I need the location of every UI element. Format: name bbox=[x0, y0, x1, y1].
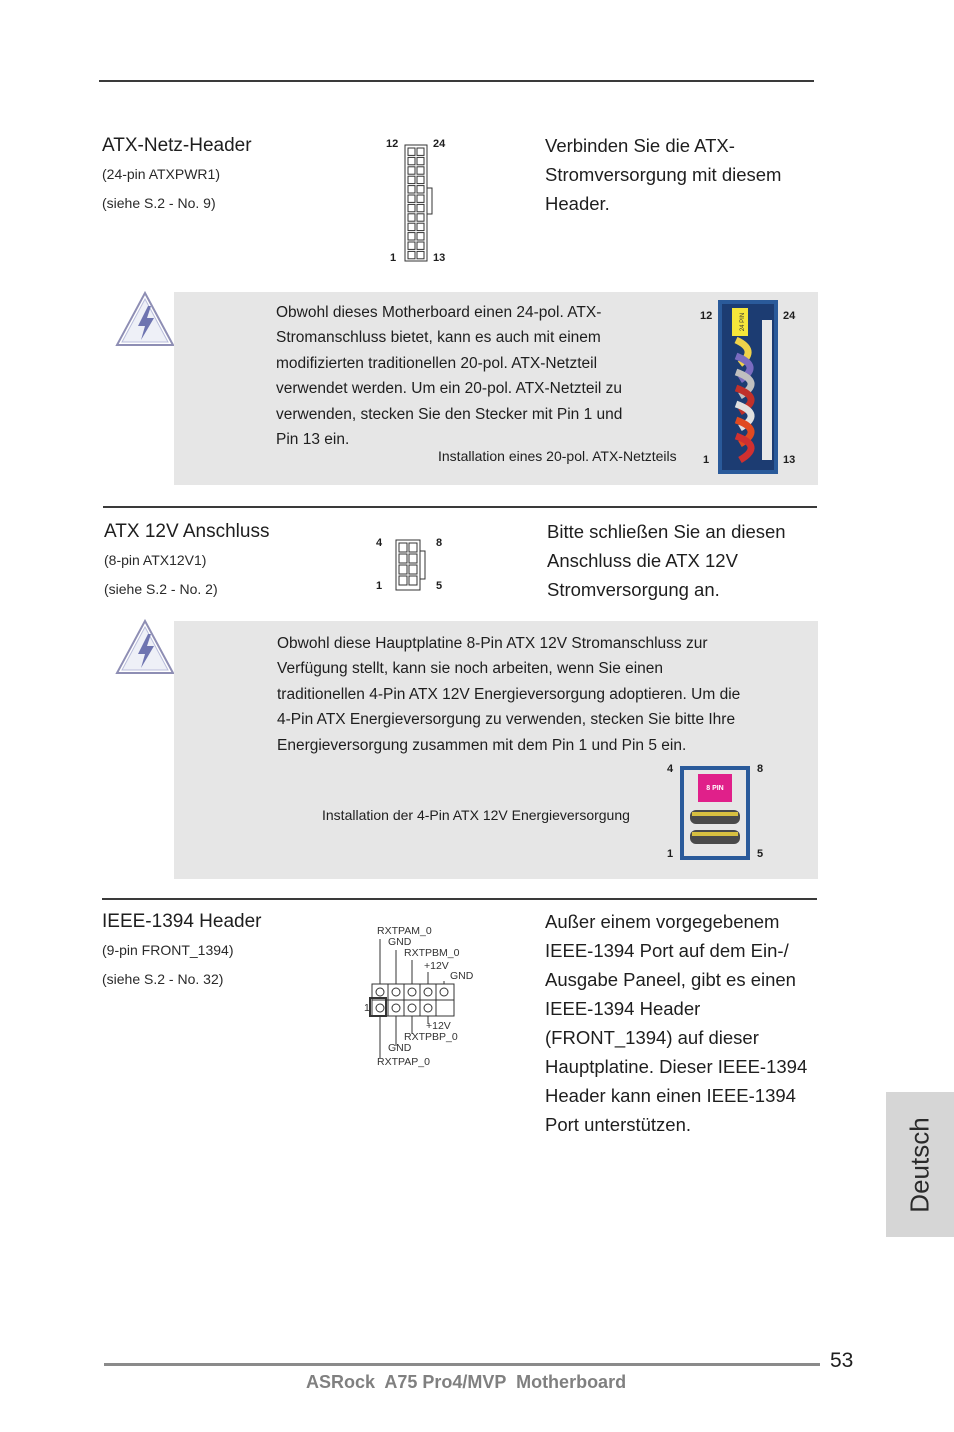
atx12v-photo-pin-4: 4 bbox=[667, 763, 674, 775]
top-rule bbox=[99, 80, 814, 82]
atx24-description: Verbinden Sie die ATX- Stromversorgung mit diesem Header. bbox=[545, 135, 782, 214]
connector-pin bbox=[408, 195, 415, 202]
connector-pin bbox=[409, 565, 417, 574]
connector-pin bbox=[408, 148, 415, 155]
atx24-photo-pin-13: 13 bbox=[783, 454, 796, 466]
atx24-title: ATX-Netz-Header bbox=[102, 135, 252, 156]
connector-pin bbox=[417, 204, 424, 211]
page-number: 53 bbox=[830, 1349, 854, 1372]
connector-pin bbox=[399, 543, 407, 552]
atx12v-photo-pin-5: 5 bbox=[757, 848, 764, 860]
ieee-sub2: (siehe S.2 - No. 32) bbox=[102, 971, 224, 987]
footer-title: ASRock A75 Pro4/MVP Motherboard bbox=[306, 1372, 627, 1392]
atx24-pin-24: 24 bbox=[433, 138, 446, 150]
connector-pin bbox=[409, 543, 417, 552]
connector-pin bbox=[417, 251, 424, 258]
atx24-photo-pin-12: 12 bbox=[700, 310, 713, 322]
connector-pin bbox=[408, 251, 415, 258]
atx12v-title: ATX 12V Anschluss bbox=[104, 521, 270, 542]
connector-pin bbox=[399, 576, 407, 585]
atx12v-photo-pin-8: 8 bbox=[757, 763, 764, 775]
connector-pin bbox=[409, 576, 417, 585]
ieee-signal-gnd-top: GND bbox=[388, 936, 412, 948]
atx24-pin-12: 12 bbox=[386, 138, 399, 150]
connector-pin bbox=[408, 223, 415, 230]
connector-pin bbox=[408, 157, 415, 164]
connector-pin bbox=[408, 167, 415, 174]
atx12v-photo-pin-1: 1 bbox=[667, 848, 674, 860]
atx12v-sub1: (8-pin ATX12V1) bbox=[104, 552, 207, 568]
connector-pin bbox=[417, 242, 424, 249]
ieee-signal-rxtpbm0: RXTPBM_0 bbox=[404, 947, 460, 959]
connector-pin bbox=[408, 176, 415, 183]
atx12v-description: Bitte schließen Sie an diesen Anschluss die ATX 12V Stromversorgung an. bbox=[547, 521, 786, 600]
atx24-pin-grid bbox=[404, 144, 436, 264]
atx12v-note: Obwohl diese Hauptplatine 8-Pin ATX 12V Stromanschluss zur Verfügung stellt, kann sie noch arbeiten, wenn Sie einen traditionellen 4-Pin ATX 12V Energieversorgung adoptieren. Um die 4-Pin ATX Energieversorgung zu verwenden, stecken Sie bitte Ihre Energieversorgung zusammen mit dem Pin 1 und Pin 5 ein. bbox=[277, 635, 741, 754]
connector-pin bbox=[417, 148, 424, 155]
atx12v-photo-graphic bbox=[680, 766, 750, 860]
atx12v-pin-8: 8 bbox=[436, 537, 443, 549]
connector-pin bbox=[417, 176, 424, 183]
connector-pin bbox=[417, 186, 424, 193]
connector-pin bbox=[417, 157, 424, 164]
ieee-pin-grid bbox=[362, 924, 482, 1074]
connector-pin bbox=[417, 167, 424, 174]
atx12v-photo-label: 8 PIN bbox=[706, 785, 724, 792]
atx24-install-photo bbox=[696, 298, 800, 476]
section-rule-ieee bbox=[102, 898, 817, 900]
atx24-sub1: (24-pin ATXPWR1) bbox=[102, 166, 220, 182]
connector-pin bbox=[399, 565, 407, 574]
connector-pin bbox=[408, 214, 415, 221]
ieee-title: IEEE-1394 Header bbox=[102, 911, 262, 932]
ieee-signal-12v-bottom: +12V bbox=[426, 1020, 451, 1032]
ieee-pin-1: 1 bbox=[364, 1002, 370, 1014]
connector-pin bbox=[409, 554, 417, 563]
ieee-signal-gnd-bottom: GND bbox=[388, 1042, 412, 1054]
atx12v-install-photo bbox=[664, 760, 774, 864]
atx12v-install-caption: Installation der 4-Pin ATX 12V Energieversorgung bbox=[322, 807, 630, 823]
atx24-photo-pin-1: 1 bbox=[703, 454, 710, 466]
connector-pin bbox=[417, 214, 424, 221]
ieee-pinout-diagram bbox=[362, 924, 482, 1074]
ieee-signal-rxtpap0: RXTPAP_0 bbox=[377, 1056, 430, 1068]
footer-rule bbox=[104, 1363, 820, 1366]
ieee-signal-12v-top: +12V bbox=[424, 960, 449, 972]
atx24-install-caption: Installation eines 20-pol. ATX-Netzteils bbox=[438, 448, 677, 464]
atx12v-connector-diagram bbox=[370, 534, 450, 596]
connector-pin bbox=[408, 186, 415, 193]
atx24-photo-graphic bbox=[718, 300, 778, 474]
connector-pin bbox=[408, 233, 415, 240]
atx24-photo-label: 24 PIN bbox=[740, 312, 746, 332]
atx24-pin-1: 1 bbox=[390, 252, 397, 264]
atx12v-sub2: (siehe S.2 - No. 2) bbox=[104, 581, 218, 597]
ieee-signal-rxtpam0: RXTPAM_0 bbox=[377, 925, 432, 937]
atx12v-pin-1: 1 bbox=[376, 580, 383, 592]
atx24-note: Obwohl dieses Motherboard einen 24-pol. ATX- Stromanschluss bietet, kann es auch mit einem modifizierten traditionellen 20-pol. ATX-Netzteil verwendet werden. Um ein 20-pol. ATX-Netzteil zu verwenden, stecken Sie den Stecker mit Pin 1 und Pin 13 ein. bbox=[276, 304, 623, 449]
connector-pin bbox=[417, 195, 424, 202]
connector-pin bbox=[417, 223, 424, 230]
language-tab-label: Deutsch bbox=[904, 1116, 935, 1213]
language-tab-deutsch bbox=[886, 1092, 954, 1237]
atx12v-pin-grid bbox=[395, 539, 431, 591]
connector-pin bbox=[408, 242, 415, 249]
warning-icon bbox=[114, 290, 176, 348]
atx24-pin-13: 13 bbox=[433, 252, 446, 264]
connector-pin bbox=[417, 233, 424, 240]
atx24-sub2: (siehe S.2 - No. 9) bbox=[102, 195, 216, 211]
ieee-sub1: (9-pin FRONT_1394) bbox=[102, 942, 234, 958]
atx12v-pin-4: 4 bbox=[376, 537, 383, 549]
section-rule-atx12v bbox=[103, 506, 817, 508]
atx24-connector-diagram bbox=[380, 136, 460, 266]
ieee-signal-rxtpbp0: RXTPBP_0 bbox=[404, 1031, 458, 1043]
warning-icon bbox=[114, 618, 176, 676]
connector-pin bbox=[408, 204, 415, 211]
atx24-photo-pin-24: 24 bbox=[783, 310, 796, 322]
atx12v-pin-5: 5 bbox=[436, 580, 443, 592]
ieee-signal-gnd-right: GND bbox=[450, 970, 474, 982]
ieee-description: Außer einem vorgegebenem IEEE-1394 Port auf dem Ein-/ Ausgabe Paneel, gibt es einen IEEE-1394 Header (FRONT_1394) auf dieser Hauptplatine. Dieser IEEE-1394 Header kann einen IEEE-1394 Port unterstützen. bbox=[545, 911, 808, 1135]
connector-pin bbox=[399, 554, 407, 563]
